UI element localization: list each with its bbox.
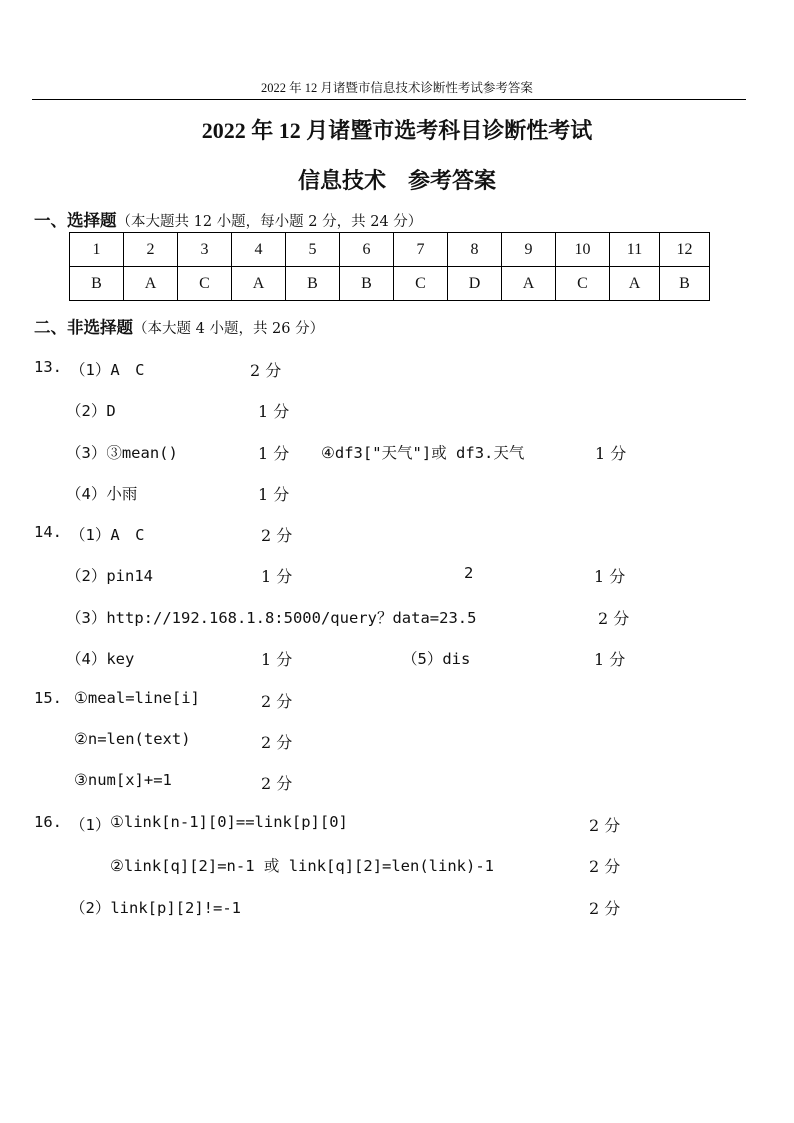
table-cell-question: 10 [556,233,610,267]
q16-part1-blank1-score: 2 分 [589,816,621,835]
table-cell-answer: C [394,267,448,301]
table-cell-question: 12 [660,233,710,267]
q14-part1-answer: （1）A C [70,526,145,544]
answer-table-answer-row [70,267,710,301]
q13-part4-answer: （4）小雨 [66,485,138,503]
section-2-note: （本大题 4 小题，共 26 分） [133,321,325,337]
q13-part3-extra-answer: ④df3["天气"]或 df3.天气 [321,444,525,462]
q15-blank1-score: 2 分 [261,692,293,711]
q13-number: 13. [34,358,62,376]
table-cell-question: 6 [340,233,394,267]
section-1-note: （本大题共 12 小题，每小题 2 分，共 24 分） [116,214,423,230]
table-cell-answer: B [70,267,124,301]
answer-table-question-row [70,233,710,267]
q14-part4-score: 1 分 [261,650,293,669]
q13-part1-answer: （1）A C [70,361,145,379]
q16-part1-blank1-answer: ①link[n-1][0]==link[p][0] [110,813,348,831]
q15-blank2-answer: ②n=len(text) [74,730,191,748]
q14-number: 14. [34,523,62,541]
q16-part1-prefix: （1） [70,816,111,834]
q13-part3-answer: （3）③mean() [66,444,178,462]
table-cell-answer: A [124,267,178,301]
section-2-heading [34,314,324,338]
q16-part2-answer: （2）link[p][2]!=-1 [70,899,241,917]
table-cell-question: 7 [394,233,448,267]
table-cell-answer: A [502,267,556,301]
q13-part1-score: 2 分 [250,361,282,380]
table-cell-question: 2 [124,233,178,267]
q14-part2-answer: （2）pin14 [66,567,153,585]
table-cell-question: 9 [502,233,556,267]
q13-part4-score: 1 分 [258,485,290,504]
q16-part1-blank2-score: 2 分 [589,857,621,876]
q13-part2-answer: （2）D [66,402,116,420]
q15-blank3-score: 2 分 [261,774,293,793]
table-cell-question: 1 [70,233,124,267]
header-rule [32,99,746,100]
q14-part4-answer: （4）key [66,650,135,668]
main-title: 2022 年 12 月诸暨市选考科目诊断性考试 [201,118,593,143]
q14-part3-score: 2 分 [598,609,630,628]
q14-part3-answer: （3）http://192.168.1.8:5000/query？data=23.5 [66,609,477,627]
section-1-title: 一、选择题 [34,211,117,230]
table-cell-answer: C [556,267,610,301]
table-cell-answer: B [286,267,340,301]
q14-part2-score: 1 分 [261,567,293,586]
q16-part2-score: 2 分 [589,899,621,918]
q16-part1-blank2-answer: ②link[q][2]=n-1 或 link[q][2]=len(link)-1 [110,857,495,875]
q14-part5-score: 1 分 [594,650,626,669]
table-cell-answer: C [178,267,232,301]
q14-part5-answer: （5）dis [402,650,471,668]
section-1-heading [34,207,422,231]
table-cell-answer: A [232,267,286,301]
table-cell-answer: B [340,267,394,301]
answer-table [69,232,710,301]
q15-blank3-answer: ③num[x]+=1 [74,771,172,789]
q13-part3-score: 1 分 [258,444,290,463]
q14-part1-score: 2 分 [261,526,293,545]
table-cell-question: 3 [178,233,232,267]
section-2-title: 二、非选择题 [34,318,133,337]
table-cell-answer: D [448,267,502,301]
table-cell-answer: A [610,267,660,301]
q13-part2-score: 1 分 [258,402,290,421]
running-header: 2022 年 12 月诸暨市信息技术诊断性考试参考答案 [261,81,533,95]
q15-blank2-score: 2 分 [261,733,293,752]
table-cell-question: 4 [232,233,286,267]
q14-part2-extra-score: 1 分 [594,567,626,586]
sub-title: 信息技术 参考答案 [297,168,496,193]
table-cell-question: 5 [286,233,340,267]
q15-blank1-answer: ①meal=line[i] [74,689,200,707]
table-cell-answer: B [660,267,710,301]
q13-part3-extra-score: 1 分 [595,444,627,463]
q14-part2-extra-answer: 2 [464,564,474,582]
table-cell-question: 8 [448,233,502,267]
q15-number: 15. [34,689,62,707]
q16-number: 16. [34,813,62,831]
table-cell-question: 11 [610,233,660,267]
